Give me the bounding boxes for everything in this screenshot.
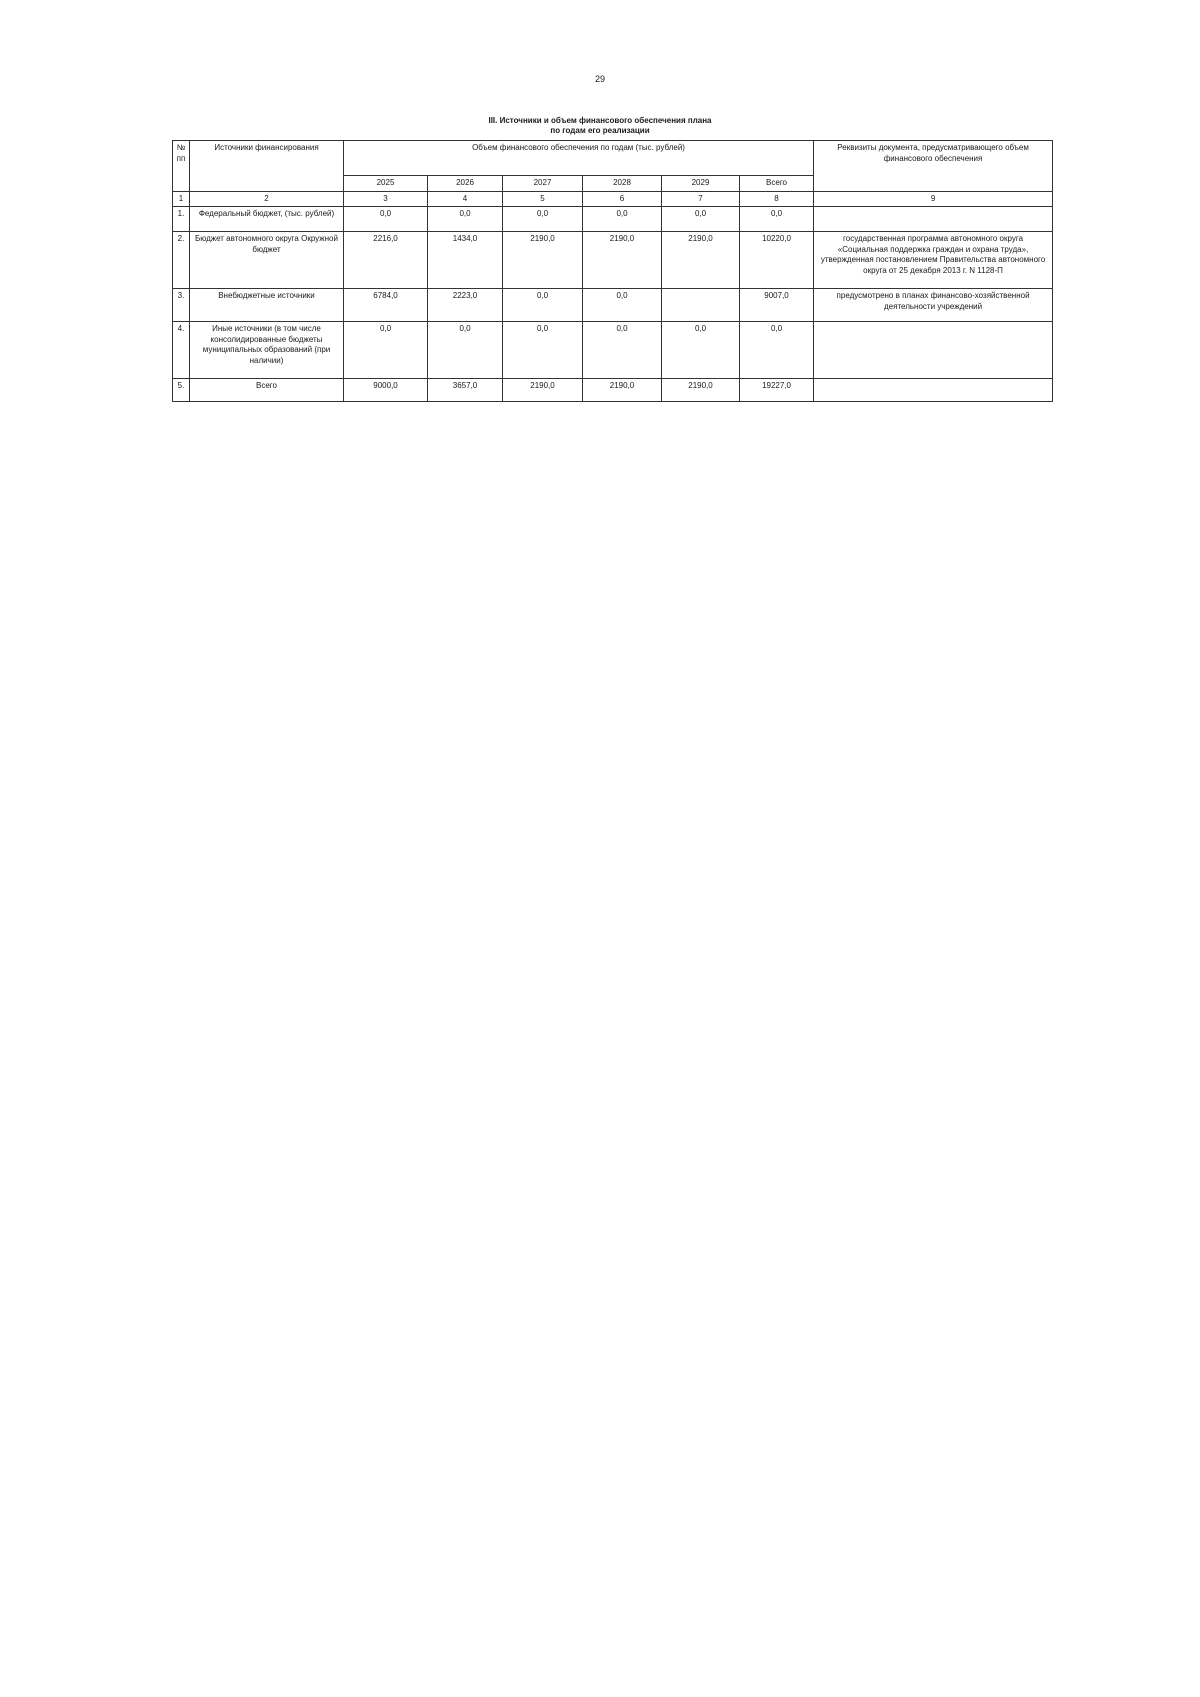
row-source: Иные источники (в том числе консолидированные бюджеты муниципальных образований (при наличии) xyxy=(190,322,344,379)
row-value: 0,0 xyxy=(344,322,428,379)
row-value: 0,0 xyxy=(583,322,662,379)
row-value: 3657,0 xyxy=(428,379,503,402)
header-year: 2027 xyxy=(503,176,583,192)
row-value: 0,0 xyxy=(503,289,583,322)
table-row xyxy=(173,232,1053,289)
column-index-row xyxy=(173,191,1053,207)
header-num: № пп xyxy=(173,141,190,192)
column-index: 4 xyxy=(428,191,503,207)
row-value: 0,0 xyxy=(662,322,740,379)
table-row-total xyxy=(173,379,1053,402)
column-index: 9 xyxy=(814,191,1053,207)
header-volume: Объем финансового обеспечения по годам (тыс. рублей) xyxy=(344,141,814,176)
row-details: предусмотрено в планах финансово-хозяйственной деятельности учреждений xyxy=(814,289,1053,322)
row-total: 0,0 xyxy=(740,207,814,232)
row-num: 3. xyxy=(173,289,190,322)
row-total: 0,0 xyxy=(740,322,814,379)
row-value xyxy=(662,289,740,322)
row-source: Федеральный бюджет, (тыс. рублей) xyxy=(190,207,344,232)
header-year: 2025 xyxy=(344,176,428,192)
row-total: 19227,0 xyxy=(740,379,814,402)
row-value: 2223,0 xyxy=(428,289,503,322)
row-total: 9007,0 xyxy=(740,289,814,322)
section-title-line-2: по годам его реализации xyxy=(550,126,650,135)
header-year: 2028 xyxy=(583,176,662,192)
header-total: Всего xyxy=(740,176,814,192)
row-details xyxy=(814,379,1053,402)
row-value: 6784,0 xyxy=(344,289,428,322)
row-value: 0,0 xyxy=(428,322,503,379)
financing-table xyxy=(172,140,1053,402)
row-value: 2190,0 xyxy=(583,232,662,289)
row-total: 10220,0 xyxy=(740,232,814,289)
row-value: 2190,0 xyxy=(662,232,740,289)
row-value: 2190,0 xyxy=(583,379,662,402)
row-source: Внебюджетные источники xyxy=(190,289,344,322)
row-num: 1. xyxy=(173,207,190,232)
row-details xyxy=(814,207,1053,232)
header-source: Источники финансирования xyxy=(190,141,344,192)
row-value: 0,0 xyxy=(503,322,583,379)
column-index: 6 xyxy=(583,191,662,207)
row-value: 0,0 xyxy=(503,207,583,232)
header-row xyxy=(173,141,1053,176)
row-value: 0,0 xyxy=(344,207,428,232)
row-source: Всего xyxy=(190,379,344,402)
row-details xyxy=(814,322,1053,379)
column-index: 2 xyxy=(190,191,344,207)
section-title-line-1: III. Источники и объем финансового обеспечения плана xyxy=(488,116,712,125)
row-details: государственная программа автономного округа «Социальная поддержка граждан и охрана труда», утвержденная постановлением Правительства автономного округа от 25 декабря 2013 г. N 1128-П xyxy=(814,232,1053,289)
row-value: 0,0 xyxy=(428,207,503,232)
row-value: 2190,0 xyxy=(662,379,740,402)
column-index: 1 xyxy=(173,191,190,207)
table-row xyxy=(173,207,1053,232)
row-value: 0,0 xyxy=(583,289,662,322)
table-row xyxy=(173,322,1053,379)
header-year: 2029 xyxy=(662,176,740,192)
header-year: 2026 xyxy=(428,176,503,192)
column-index: 3 xyxy=(344,191,428,207)
page-number: 29 xyxy=(594,74,605,84)
column-index: 8 xyxy=(740,191,814,207)
row-value: 9000,0 xyxy=(344,379,428,402)
table-row xyxy=(173,289,1053,322)
column-index: 5 xyxy=(503,191,583,207)
row-num: 4. xyxy=(173,322,190,379)
row-value: 0,0 xyxy=(583,207,662,232)
section-title xyxy=(0,116,1200,136)
row-source: Бюджет автономного округа Окружной бюджет xyxy=(190,232,344,289)
row-value: 1434,0 xyxy=(428,232,503,289)
column-index: 7 xyxy=(662,191,740,207)
row-value: 2190,0 xyxy=(503,379,583,402)
row-num: 5. xyxy=(173,379,190,402)
row-num: 2. xyxy=(173,232,190,289)
row-value: 0,0 xyxy=(662,207,740,232)
row-value: 2216,0 xyxy=(344,232,428,289)
row-value: 2190,0 xyxy=(503,232,583,289)
header-details: Реквизиты документа, предусматривающего объем финансового обеспечения xyxy=(814,141,1053,192)
